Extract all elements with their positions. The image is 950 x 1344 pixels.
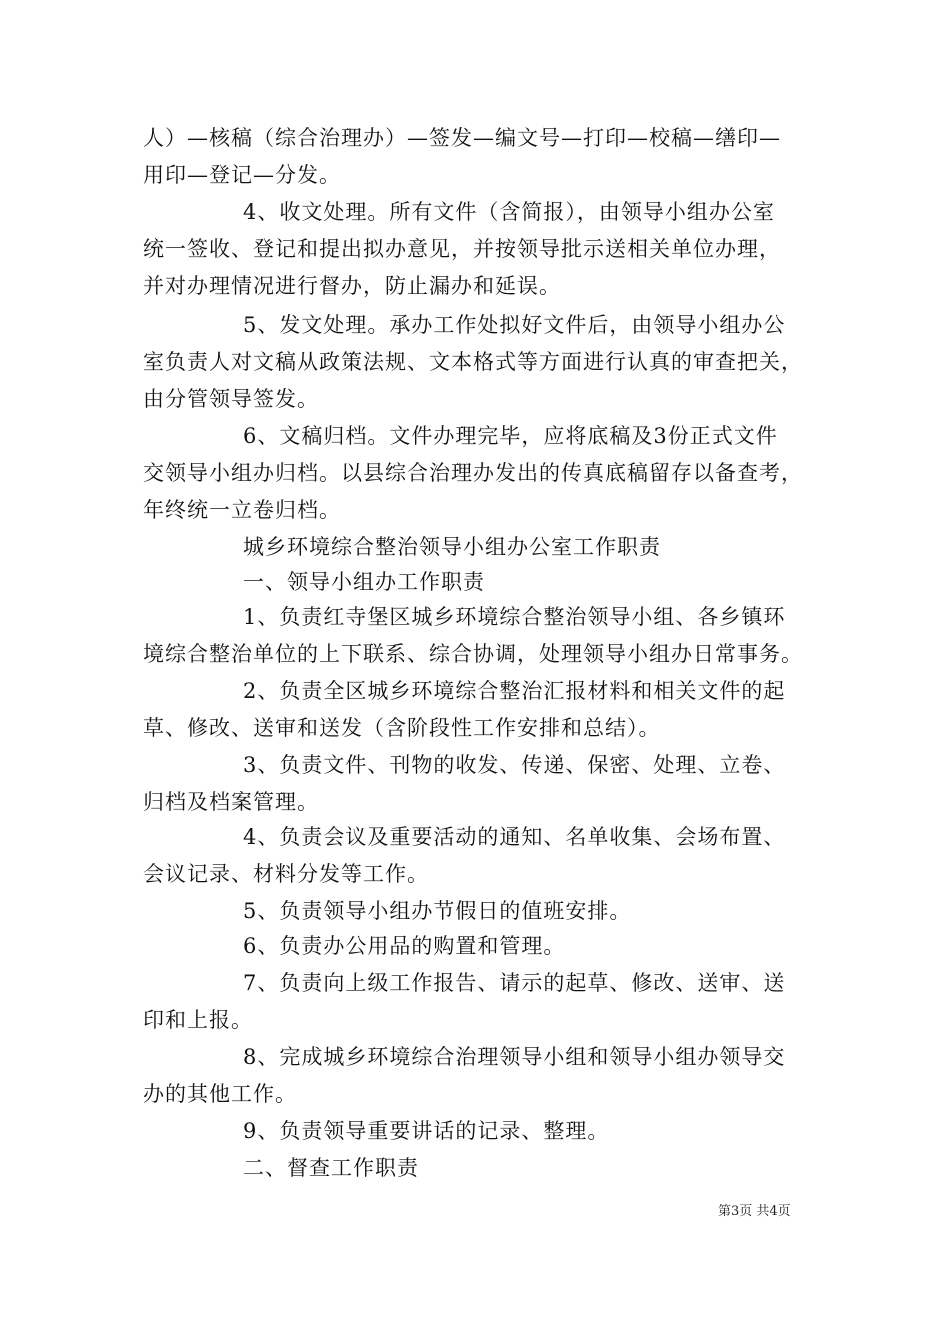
paragraph-start: 5、发文处理。承办工作处拟好文件后，由领导小组办公 bbox=[243, 313, 786, 337]
text-line: 交领导小组办归档。以县综合治理办发出的传真底稿留存以备查考， bbox=[143, 461, 803, 485]
paragraph-start: 1、负责红寺堡区城乡环境综合整治领导小组、各乡镇环 bbox=[243, 605, 786, 629]
text-line: 年终统一立卷归档。 bbox=[143, 498, 341, 522]
text-line: 用印—登记—分发。 bbox=[143, 163, 341, 187]
page-number-footer: 第3页 共4页 bbox=[718, 1204, 791, 1219]
section-heading: 二、督查工作职责 bbox=[243, 1156, 419, 1180]
section-title: 城乡环境综合整治领导小组办公室工作职责 bbox=[243, 535, 661, 559]
paragraph-start: 2、负责全区城乡环境综合整治汇报材料和相关文件的起 bbox=[243, 679, 786, 703]
text-line: 室负责人对文稿从政策法规、文本格式等方面进行认真的审查把关， bbox=[143, 350, 803, 374]
paragraph-start: 3、负责文件、刊物的收发、传递、保密、处理、立卷、 bbox=[243, 753, 786, 777]
text-line: 办的其他工作。 bbox=[143, 1082, 297, 1106]
paragraph-start: 4、收文处理。所有文件（含简报），由领导小组办公室 bbox=[243, 200, 775, 224]
text-line: 人）—核稿（综合治理办）—签发—编文号—打印—校稿—缮印— bbox=[143, 126, 781, 150]
text-line: 境综合整治单位的上下联系、综合协调，处理领导小组办日常事务。 bbox=[143, 642, 803, 666]
text-line: 由分管领导签发。 bbox=[143, 387, 319, 411]
text-line: 印和上报。 bbox=[143, 1008, 253, 1032]
text-line: 归档及档案管理。 bbox=[143, 790, 319, 814]
paragraph-start: 5、负责领导小组办节假日的值班安排。 bbox=[243, 899, 632, 923]
text-line: 并对办理情况进行督办，防止漏办和延误。 bbox=[143, 274, 561, 298]
section-heading: 一、领导小组办工作职责 bbox=[243, 570, 485, 594]
text-line: 统一签收、登记和提出拟办意见，并按领导批示送相关单位办理， bbox=[143, 237, 781, 261]
text-line: 草、修改、送审和送发（含阶段性工作安排和总结）。 bbox=[143, 716, 661, 740]
paragraph-start: 6、负责办公用品的购置和管理。 bbox=[243, 934, 566, 958]
text-line: 会议记录、材料分发等工作。 bbox=[143, 862, 429, 886]
paragraph-start: 4、负责会议及重要活动的通知、名单收集、会场布置、 bbox=[243, 825, 786, 849]
paragraph-start: 7、负责向上级工作报告、请示的起草、修改、送审、送 bbox=[243, 971, 786, 995]
paragraph-start: 8、完成城乡环境综合治理领导小组和领导小组办领导交 bbox=[243, 1045, 786, 1069]
paragraph-start: 6、文稿归档。文件办理完毕，应将底稿及3份正式文件 bbox=[243, 424, 778, 448]
paragraph-start: 9、负责领导重要讲话的记录、整理。 bbox=[243, 1119, 610, 1143]
